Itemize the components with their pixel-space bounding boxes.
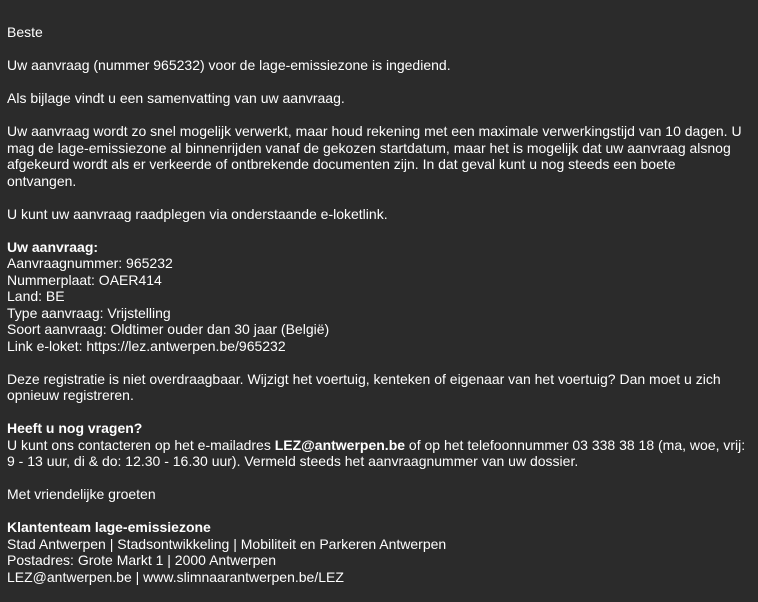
signature-team: Klantenteam lage-emissiezone	[7, 519, 211, 535]
request-number: Aanvraagnummer: 965232	[7, 255, 173, 271]
signature-department: Stad Antwerpen | Stadsontwikkeling | Mobiliteit en Parkeren Antwerpen	[7, 535, 447, 552]
country: Land: BE	[7, 288, 65, 304]
closing: Met vriendelijke groeten	[7, 486, 156, 502]
request-type: Type aanvraag: Vrijstelling	[7, 304, 171, 321]
signature-address: Postadres: Grote Markt 1 | 2000 Antwerpen	[7, 552, 277, 568]
greeting: Beste	[7, 24, 43, 40]
questions-text-before: U kunt ons contacteren op het e-mailadres	[7, 436, 275, 453]
email-body	[7, 24, 747, 602]
questions-heading: Heeft u nog vragen?	[7, 420, 143, 436]
questions-section	[7, 420, 747, 470]
questions-text-after: of op het telefoonnummer 03 338 38 18 (ma, woe, vrij: 9 - 13 uur, di & do: 12.30 - 16.30 uur). Vermeld steeds het aanvraagnummer van uw dossier.	[7, 436, 746, 469]
request-summary	[7, 239, 747, 355]
request-kind: Soort aanvraag: Oldtimer ouder dan 30 jaar (België)	[7, 321, 330, 337]
signature-contact[interactable]: LEZ@antwerpen.be | www.slimnaarantwerpen.be/LEZ	[7, 568, 344, 585]
processing-note: Uw aanvraag wordt zo snel mogelijk verwerkt, maar houd rekening met een maximale verwerkingstijd van 10 dagen. U mag de lage-emissiezone al binnenrijden vanaf de gekozen startdatum, maar het is mogelijk dat uw aanvraag alsnog afgekeurd wordt als er verkeerde of ontbrekende documenten zijn. In dat geval kunt u nog steeds een boete ontvangen.	[7, 123, 742, 189]
eloket-note: U kunt uw aanvraag raadplegen via onderstaande e-loketlink.	[7, 205, 388, 222]
signature	[7, 519, 747, 585]
license-plate: Nummerplaat: OAER414	[7, 271, 162, 288]
summary-heading: Uw aanvraag:	[7, 238, 99, 255]
registration-note: Deze registratie is niet overdraagbaar. Wijzigt het voertuig, kenteken of eigenaar van het voertuig? Dan moet u zich opnieuw registreren.	[7, 370, 721, 403]
contact-email-link[interactable]: LEZ@antwerpen.be	[274, 436, 406, 453]
attachment-note: Als bijlage vindt u een samenvatting van uw aanvraag.	[7, 90, 345, 106]
eloket-link[interactable]: Link e-loket: https://lez.antwerpen.be/965232	[7, 337, 286, 354]
intro-paragraph: Uw aanvraag (nummer 965232) voor de lage-emissiezone is ingediend.	[7, 57, 451, 73]
